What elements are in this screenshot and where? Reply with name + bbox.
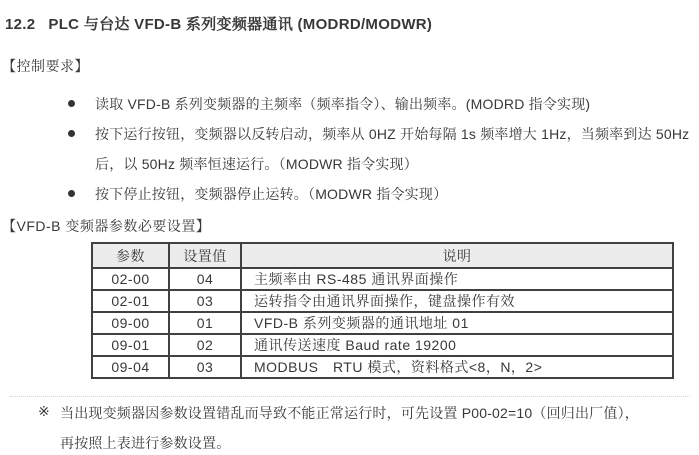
param-cell: 09-01	[92, 334, 169, 356]
bullet-line: 按下运行按钮，变频器以反转启动，频率从 0HZ 开始每隔 1s 频率增大 1Hz，当频率到达 50Hz	[95, 126, 690, 142]
bullet-icon	[68, 130, 75, 137]
param-cell: 09-04	[92, 356, 169, 378]
bullet-line: 按下停止按钮，变频器停止运转。（MODWR 指令实现）	[95, 186, 448, 202]
value-cell: 04	[169, 268, 241, 290]
desc-cell: VFD-B 系列变频器的通讯地址 01	[241, 312, 673, 334]
bullet-line-continuation: 后，以 50Hz 频率恒速运行。（MODWR 指令实现）	[95, 156, 418, 172]
table-row	[92, 356, 673, 378]
note-line: 再按照上表进行参数设置。	[60, 435, 231, 451]
table-row	[92, 268, 673, 290]
note-marker: ※	[38, 403, 50, 419]
col-header-value: 设置值	[169, 243, 241, 268]
value-cell: 03	[169, 356, 241, 378]
bullet-icon	[68, 190, 75, 197]
bullet-icon	[68, 100, 75, 107]
value-cell: 01	[169, 312, 241, 334]
section-title-text: PLC 与台达 VFD-B 系列变频器通讯 (MODRD/MODWR)	[48, 16, 433, 33]
param-cell: 02-01	[92, 290, 169, 312]
vfdb-parameter-settings-heading: 【VFD-B 变频器参数必要设置】	[2, 218, 211, 234]
desc-cell: 通讯传送速度 Baud rate 19200	[241, 334, 673, 356]
table-header-row	[92, 243, 673, 268]
col-header-description: 说明	[241, 243, 673, 268]
col-header-param: 参数	[92, 243, 169, 268]
page-title	[5, 13, 432, 34]
bullet-line: 读取 VFD-B 系列变频器的主频率（频率指令）、输出频率。(MODRD 指令实现)	[95, 96, 591, 112]
value-cell: 02	[169, 334, 241, 356]
table-row	[92, 334, 673, 356]
table-row	[92, 312, 673, 334]
desc-cell: 主频率由 RS-485 通讯界面操作	[241, 268, 673, 290]
note-line: 当出现变频器因参数设置错乱而导致不能正常运行时，可先设置 P00-02=10（回归出厂值），	[60, 405, 639, 421]
table-row	[92, 290, 673, 312]
scan-artifact-line	[10, 396, 690, 397]
section-number: 12.2	[5, 16, 36, 33]
desc-cell: MODBUS RTU 模式，资料格式<8，N，2>	[241, 356, 673, 378]
parameter-table	[91, 242, 674, 379]
value-cell: 03	[169, 290, 241, 312]
desc-cell: 运转指令由通讯界面操作，键盘操作有效	[241, 290, 673, 312]
param-cell: 02-00	[92, 268, 169, 290]
control-requirements-heading: 【控制要求】	[2, 58, 89, 74]
param-cell: 09-00	[92, 312, 169, 334]
